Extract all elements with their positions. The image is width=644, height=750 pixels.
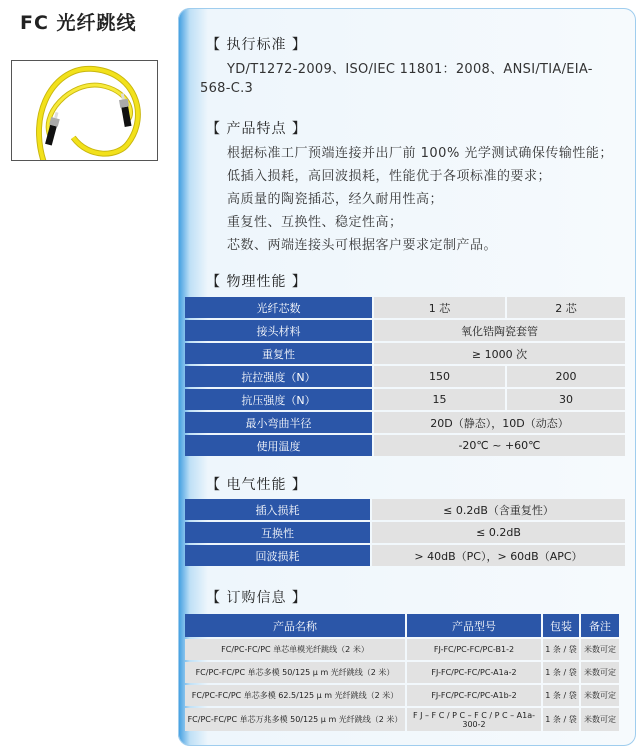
- table-row: [185, 639, 619, 660]
- cell-package: 1 条 / 袋: [543, 685, 579, 706]
- row-label: 抗压强度（N）: [185, 389, 372, 410]
- row-label: 插入损耗: [185, 499, 370, 520]
- cell-package: 1 条 / 袋: [543, 708, 579, 731]
- table-row: [185, 366, 625, 387]
- row-label: 最小弯曲半径: [185, 412, 372, 433]
- table-row: [185, 685, 619, 706]
- table-row: [185, 412, 625, 433]
- feature-item: 芯数、两端连接头可根据客户要求定制产品。: [227, 238, 498, 253]
- table-row: [185, 662, 619, 683]
- table-row: [185, 343, 625, 364]
- column-header: 包装: [543, 614, 579, 637]
- physical-table: [183, 295, 627, 458]
- cell-value: 200: [507, 366, 625, 387]
- features-title: 【 产品特点 】: [206, 121, 307, 137]
- row-label: 使用温度: [185, 435, 372, 456]
- row-label: 光纤芯数: [185, 297, 372, 318]
- ordering-table: [183, 612, 621, 733]
- cell-value: 氧化锆陶瓷套管: [374, 320, 625, 341]
- cell-product-name: FC/PC-FC/PC 单芯单模光纤跳线（2 米）: [185, 639, 405, 660]
- cell-value: ≤ 0.2dB（含重复性）: [372, 499, 625, 520]
- cell-value: > 40dB（PC），> 60dB（APC）: [372, 545, 625, 566]
- physical-title: 【 物理性能 】: [206, 274, 307, 290]
- cell-value: 15: [374, 389, 505, 410]
- row-label: 回波损耗: [185, 545, 370, 566]
- cell-value: ≤ 0.2dB: [372, 522, 625, 543]
- cell-note: 米数可定: [581, 685, 619, 706]
- cell-model: FJ-FC/PC-FC/PC-A1b-2: [407, 685, 541, 706]
- column-header: 产品名称: [185, 614, 405, 637]
- column-header: 备注: [581, 614, 619, 637]
- standards-title: 【 执行标准 】: [206, 37, 307, 53]
- feature-item: 重复性、互换性、稳定性高；: [227, 215, 403, 230]
- cell-product-name: FC/PC-FC/PC 单芯多模 50/125 μ m 光纤跳线（2 米）: [185, 662, 405, 683]
- cell-model: FJ-FC/PC-FC/PC-B1-2: [407, 639, 541, 660]
- cell-package: 1 条 / 袋: [543, 662, 579, 683]
- row-label: 抗拉强度（N）: [185, 366, 372, 387]
- cell-note: 米数可定: [581, 662, 619, 683]
- cell-value: 20D（静态），10D（动态）: [374, 412, 625, 433]
- cell-value: -20℃ ~ +60℃: [374, 435, 625, 456]
- cell-value: 150: [374, 366, 505, 387]
- row-label: 接头材料: [185, 320, 372, 341]
- table-row: [185, 499, 625, 520]
- table-row: [185, 297, 625, 318]
- table-row: [185, 545, 625, 566]
- table-row: [185, 435, 625, 456]
- page-title: FC 光纤跳线: [20, 12, 137, 34]
- cell-model: FJ-FC/PC-FC/PC-A1a-2: [407, 662, 541, 683]
- cell-note: 米数可定: [581, 708, 619, 731]
- ordering-title: 【 订购信息 】: [206, 590, 307, 606]
- standards-line-2: 568-C.3: [200, 81, 254, 96]
- electrical-title: 【 电气性能 】: [206, 477, 307, 493]
- cell-note: 米数可定: [581, 639, 619, 660]
- cell-value: 2 芯: [507, 297, 625, 318]
- electrical-table: [183, 497, 627, 568]
- feature-item: 低插入损耗，高回波损耗，性能优于各项标准的要求；: [227, 169, 552, 184]
- table-row: [185, 522, 625, 543]
- standards-line-1: YD/T1272-2009、ISO/IEC 11801：2008、ANSI/TIA/EIA-: [227, 62, 593, 77]
- cell-product-name: FC/PC-FC/PC 单芯万兆多模 50/125 μ m 光纤跳线（2 米）: [185, 708, 405, 731]
- cell-package: 1 条 / 袋: [543, 639, 579, 660]
- cell-value: 30: [507, 389, 625, 410]
- feature-item: 高质量的陶瓷插芯，经久耐用性高；: [227, 192, 444, 207]
- cell-value: 1 芯: [374, 297, 505, 318]
- column-header: 产品型号: [407, 614, 541, 637]
- table-row: [185, 389, 625, 410]
- table-row: [185, 320, 625, 341]
- cell-model: F J – F C / P C – F C / P C – A1a-300-2: [407, 708, 541, 731]
- product-photo: [11, 60, 158, 161]
- row-label: 互换性: [185, 522, 370, 543]
- fiber-patch-cord-image: [12, 61, 157, 160]
- cell-value: ≥ 1000 次: [374, 343, 625, 364]
- cell-product-name: FC/PC-FC/PC 单芯多模 62.5/125 μ m 光纤跳线（2 米）: [185, 685, 405, 706]
- table-row: [185, 708, 619, 731]
- feature-item: 根据标准工厂预端连接并出厂前 100% 光学测试确保传输性能；: [227, 146, 613, 161]
- row-label: 重复性: [185, 343, 372, 364]
- table-header-row: [185, 614, 619, 637]
